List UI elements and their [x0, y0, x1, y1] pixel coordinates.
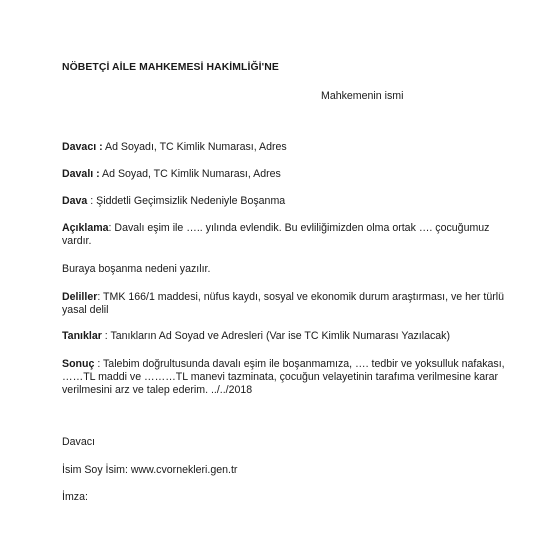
- deliller-text-2: yasal delil: [62, 304, 109, 316]
- dava-row: [62, 194, 285, 209]
- taniklar-value: : Tanıkların Ad Soyad ve Adresleri (Var ise TC Kimlik Numarası Yazılacak): [101, 330, 451, 342]
- document-title: NÖBETÇİ AİLE MAHKEMESİ HAKİMLİĞİ'NE: [62, 62, 279, 73]
- davali-label: Davalı :: [62, 168, 100, 180]
- signature-imza: İmza:: [62, 491, 88, 503]
- signature-name: İsim Soy İsim: www.cvornekleri.gen.tr: [62, 464, 238, 476]
- sonuc-text-3: verilmesini arz ve talep ederim. ../../2018: [62, 384, 253, 396]
- signature-davaci: Davacı: [62, 436, 95, 448]
- reason-text: Buraya boşanma nedeni yazılır.: [62, 263, 211, 275]
- dava-label: Dava: [62, 195, 88, 207]
- aciklama-row: [62, 221, 489, 236]
- dava-value: : Şiddetli Geçimsizlik Nedeniyle Boşanma: [87, 195, 286, 207]
- aciklama-text-2: vardır.: [62, 235, 92, 247]
- taniklar-row: [62, 329, 450, 344]
- davaci-value: Ad Soyadı, TC Kimlik Numarası, Adres: [102, 141, 287, 153]
- davaci-row: [62, 140, 287, 155]
- deliller-text-1: : TMK 166/1 maddesi, nüfus kaydı, sosyal ve ekonomik durum araştırması, ve her türlü: [97, 291, 505, 303]
- deliller-row: [62, 290, 504, 305]
- taniklar-label: Tanıklar: [62, 330, 102, 342]
- court-name: Mahkemenin ismi: [321, 90, 404, 102]
- sonuc-text-2: ……TL maddi ve ………TL manevi tazminata, çocuğun velayetinin tarafıma verilmesine karar: [62, 371, 499, 383]
- sonuc-label: Sonuç: [62, 358, 95, 370]
- davali-value: Ad Soyad, TC Kimlik Numarası, Adres: [99, 168, 281, 180]
- aciklama-label: Açıklama: [62, 222, 109, 234]
- davaci-label: Davacı :: [62, 141, 103, 153]
- davali-row: [62, 167, 281, 182]
- deliller-label: Deliller: [62, 291, 98, 303]
- sonuc-text-1: : Talebim doğrultusunda davalı eşim ile boşanmamıza, …. tedbir ve yoksulluk nafakası,: [94, 358, 505, 370]
- aciklama-text-1: : Davalı eşim ile ….. yılında evlendik. Bu evliliğimizden olma ortak …. çocuğumuz: [108, 222, 490, 234]
